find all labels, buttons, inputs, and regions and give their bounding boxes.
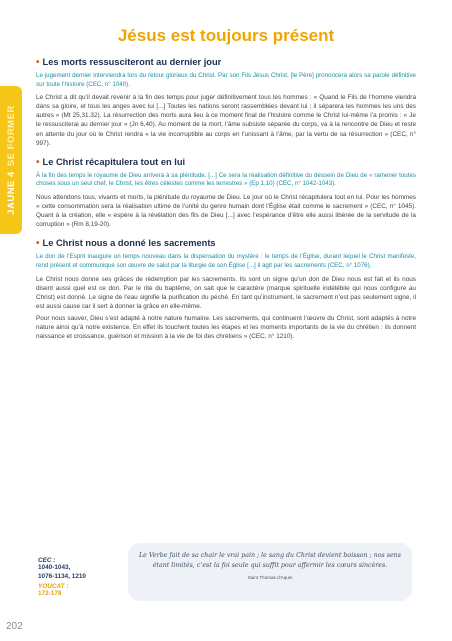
cec-refs-line2: 1076-1134, 1210 <box>38 572 86 580</box>
bullet-icon: • <box>36 57 40 68</box>
bullet-icon: • <box>36 156 40 168</box>
catechism-quote: À la fin des temps le royaume de Dieu arrivera à sa plénitude. [...] Ce sera la réalisation définitive du dessein de Dieu de « ramener toutes choses sous un seul chef, le Christ, les êtres célestes comme les terrestres » (Ep 1,10) (CEC, n° 1042-1043). <box>36 171 416 188</box>
page-number: 202 <box>6 621 23 632</box>
cec-refs-line1: 1040-1043, <box>38 564 71 571</box>
citation-author: Saint Thomas d’Aquin <box>247 575 293 581</box>
side-tab-label <box>0 86 22 234</box>
catechism-quote: Le don de l’Esprit inaugure un temps nouveau dans la dispensation du mystère : le temps de l’Église, durant lequel le Christ manifeste, rend présent et communique son œuvre de salut par la liturgie de son Église [...] il agit par les sacrements (CEC, n° 1076). <box>36 253 416 269</box>
body-paragraph: Pour nous sauver, Dieu s’est adapté à notre nature humaine. Les sacrements, qui continuent l’œuvre du Christ, sont adaptés à notre nature ainsi qu’à notre existence. En effet ils touchent toutes les étapes et les moments importants de la vie du chrétien : ils donnent naissance et croissance, guérison et mission à la vie de foi des chrétiens » (CEC, n° 1210). <box>36 314 416 341</box>
section-resurrection <box>36 57 416 148</box>
youcat-refs: 172-178 <box>38 590 62 597</box>
youcat-label: YOUCAT : <box>38 583 69 590</box>
main-content <box>36 57 416 350</box>
section-heading <box>36 57 416 68</box>
section-sacraments <box>36 238 416 341</box>
cec-label: CEC : <box>38 557 56 564</box>
body-paragraph: Le Christ nous donne ses grâces de rédemption par les sacrements. Ils sont un signe qu’un don de Dieu nous est fait et ils nous disent aussi quel est ce don. Par le rite du baptême, on sait que le caractère (marque spirituelle indélébile qui nous configure au Christ) est donné. Le signe de l’eau signifie la purification du péché. En tant qu’instrument, le sacrement n’est pas seulement signe, il est aussi cause car il sert à donner la grâce en elle-même. <box>36 275 416 310</box>
section-heading <box>36 157 416 168</box>
section-recapitulation <box>36 157 416 230</box>
heading-text: Le Christ nous a donné les sacrements <box>42 238 216 249</box>
catechism-quote: Le jugement dernier interviendra lors du retour glorieux du Christ. Par son Fils Jésus Christ, [le Père] prononcera alors sa parole définitive sur toute l’histoire (CEC, n° 1040). <box>36 72 416 88</box>
citation-text: Le Verbe fait de sa chair le vrai pain ; le sang du Christ devient boisson ; nos sens étant limités, c’est la foi seule qui suffit pour affermir les cœurs sincères. <box>139 552 401 569</box>
side-tab-level: JAUNE 4 <box>5 171 17 215</box>
citation-box <box>128 543 412 601</box>
heading-text: Le Christ récapitulera tout en lui <box>42 156 186 167</box>
heading-text: Les morts ressusciteront au dernier jour <box>42 57 222 67</box>
page-title: Jésus est toujours présent <box>117 26 335 45</box>
body-paragraph: Le Christ a dit qu’il devait revenir à la fin des temps pour juger définitivement tous les hommes : « Quand le Fils de l’homme viendra dans sa gloire, et tous les anges avec lui [...] Toutes les nations seront rassemblées devant lui ; il séparera les hommes les uns des autres » (Mt 25,31.32). La résurrection des morts aura lieu à ce moment final de l’histoire comme le Christ lui-même l’a promis : « Je le ressusciterai au dernier jour » (Jn 6,40). Au moment de la mort, l’âme subsiste séparée du corps, va à la rencontre de Dieu et reste en attente du jour où le Christ rendra « la vie incorruptible au corps en l’unissant à l’âme, par la vertu de sa résurrection » (CEC, n° 997). <box>36 94 416 147</box>
references-block <box>38 557 130 599</box>
section-heading <box>36 238 416 249</box>
body-paragraph: Nous attendons tous, vivants et morts, la plénitude du royaume de Dieu. Le jour où le Christ récapitulera tout en lui. Pour les hommes « cette consommation sera la réalisation ultime de l’unité du genre humain dont l’Église était comme le sacrement » (CEC, n° 1045). Quant à la création, elle « espère à la révélation des fils de Dieu [...] avec l’espérance d’être elle aussi libérée de la servitude de la corruption » (Rm 8,19-20). <box>36 193 416 229</box>
bullet-icon: • <box>36 238 40 250</box>
side-tab-category: SE FORMER <box>5 105 17 167</box>
